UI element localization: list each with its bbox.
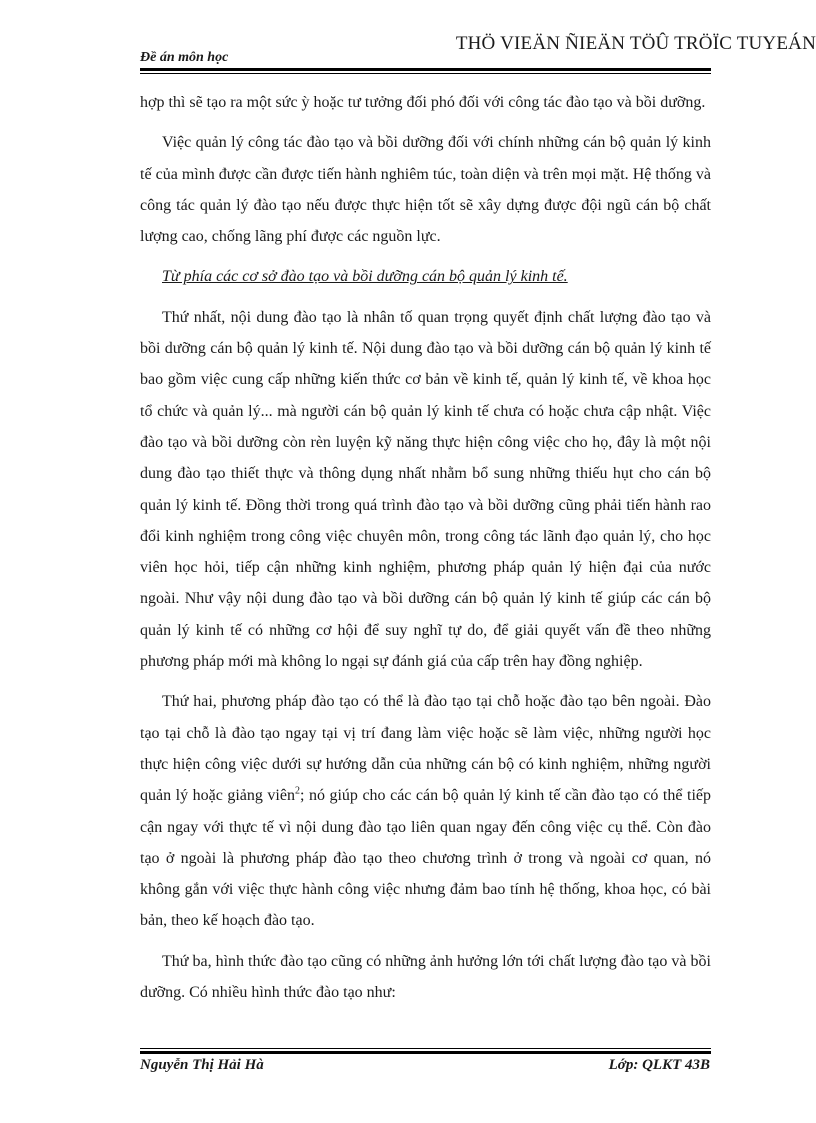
paragraph-management: Việc quản lý công tác đào tạo và bồi dưỡng đối với chính những cán bộ quản lý kinh tế của mình được cần được tiến hành nghiêm túc, toàn diện và trên mọi mặt. Hệ thống và công tác quản lý đào tạo nếu được thực hiện tốt sẽ xây dựng được đội ngũ cán bộ chất lượng cao, chống lãng phí được các nguồn lực. <box>140 134 711 246</box>
header-course-label: Đề án môn học <box>140 50 229 65</box>
paragraph-second-method <box>140 686 711 936</box>
paragraph-second-text-a: Thứ hai, phương pháp đào tạo có thể là đào tạo tại chỗ hoặc đào tạo bên ngoài. Đào tạo tại chỗ là đào tạo ngay tại vị trí đang làm việc hoặc sẽ làm việc, những người học thực hiện công việc dưới sự hướng dẫn của những cán bộ có kinh nghiệm, những người quản lý hoặc giảng viên <box>140 693 711 805</box>
header-rule-thick <box>140 68 711 71</box>
footer-rule-thick <box>140 1051 711 1054</box>
header-library-title: THÖ VIEÄN ÑIEÄN TÖÛ TRÖÏC TUYEÁN <box>455 33 816 54</box>
paragraph-continuation: hợp thì sẽ tạo ra một sức ỳ hoặc tư tưởng đối phó đối với công tác đào tạo và bồi dưỡng. <box>140 94 706 111</box>
section-heading: Từ phía các cơ sở đào tạo và bồi dưỡng cán bộ quản lý kinh tế. <box>162 268 568 286</box>
paragraph-first-content: Thứ nhất, nội dung đào tạo là nhân tố quan trọng quyết định chất lượng đào tạo và bồi dưỡng cán bộ quản lý kinh tế. Nội dung đào tạo và bồi dưỡng cán bộ quản lý kinh tế bao gồm việc cung cấp những kiến thức cơ bản về kinh tế, quản lý kinh tế, về khoa học tổ chức và quản lý... mà người cán bộ quản lý kinh tế chưa có hoặc chưa cập nhật. Việc đào tạo và bồi dưỡng còn rèn luyện kỹ năng thực hiện công việc cho họ, đây là một nội dung đào tạo thiết thực và thông dụng nhất nhằm bổ sung những thiếu hụt cho cán bộ quản lý kinh tế. Đồng thời trong quá trình đào tạo và bồi dưỡng cũng phải tiến hành rao đổi kinh nghiệm trong công việc chuyên môn, trong công tác lãnh đạo quản lý, cho học viên học hỏi, tiếp cận những kinh nghiệm, phương pháp quản lý hiện đại của nước ngoài. Như vậy nội dung đào tạo và bồi dưỡng cán bộ quản lý kinh tế giúp các cán bộ quản lý kinh tế có những cơ hội để suy nghĩ tự do, để giải quyết vấn đề theo những phương pháp mới mà không lo ngại sự đánh giá của cấp trên hay đồng nghiệp. <box>140 308 711 671</box>
page-body <box>140 87 711 1017</box>
paragraph-second-text-b: ; nó giúp cho các cán bộ quản lý kinh tế cần đào tạo có thể tiếp cận ngay với thực tế vì nội dung đào tạo liên quan ngay đến công việc cụ thể. Còn đào tạo ở ngoài là phương pháp đào tạo theo chương trình ở trong và ngoài cơ quan, nó không gắn với việc thực hành công việc nhưng đảm bao tính hệ thống, khoa học, có bài bản, theo kế hoạch đào tạo. <box>140 787 711 930</box>
footer-class: Lớp: QLKT 43B <box>608 1057 710 1073</box>
footer-author: Nguyễn Thị Hải Hà <box>140 1057 264 1073</box>
footnote-mark: 2 <box>294 785 300 797</box>
footer-rule-thin <box>140 1048 711 1049</box>
paragraph-third-form: Thứ ba, hình thức đào tạo cũng có những ảnh hưởng lớn tới chất lượng đào tạo và bồi dưỡng. Có nhiều hình thức đào tạo như: <box>140 952 711 1002</box>
header-rule-thin <box>140 73 711 74</box>
